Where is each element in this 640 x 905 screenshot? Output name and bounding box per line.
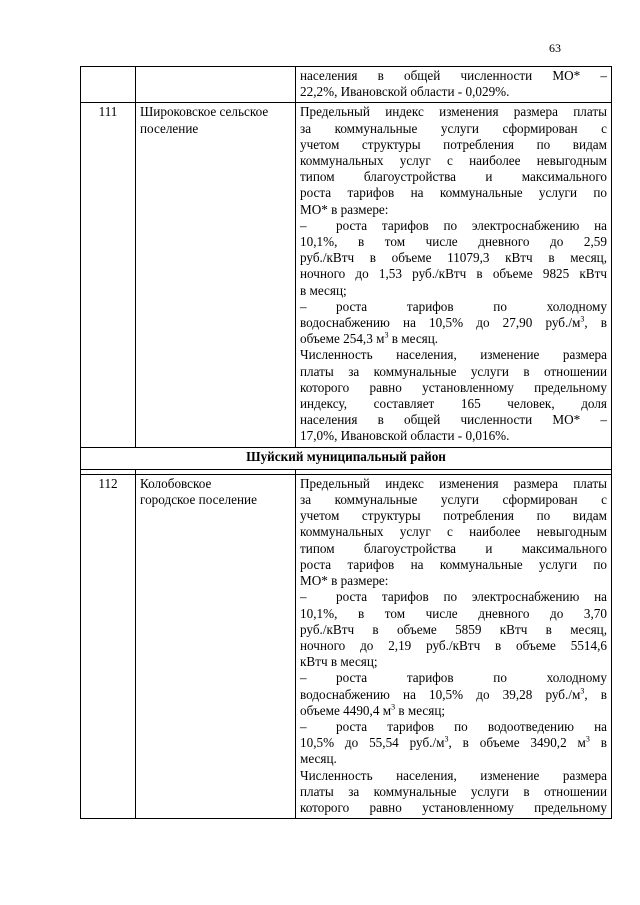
row-number: 111: [81, 103, 136, 447]
text-line: учетом структуры потребления по видам: [300, 136, 607, 152]
text-line: МО* в размере:: [300, 573, 389, 589]
text-line: руб./кВтч в объеме 5859 кВтч в месяц,: [300, 621, 607, 637]
text-line: населения в общей численности МО* –: [300, 68, 607, 83]
text-line: 10,5% до 55,54 $руб./м^3$, в объеме 3490,2 $м^3$ в: [300, 734, 607, 751]
text-line: Численность населения, изменение размера: [300, 767, 607, 783]
text-line: объеме 4490,4 $м^3$ в месяц;: [300, 702, 446, 718]
list-dash: –: [300, 670, 307, 686]
text-line: 17,0%, Ивановской области - 0,016%.: [300, 428, 510, 444]
text-line: Предельный индекс изменения размера платы: [300, 104, 607, 120]
text-line: Численность населения, изменение размера: [300, 347, 607, 363]
text-line: платы за коммунальные услуги в отношении: [300, 783, 607, 799]
list-dash: –: [300, 718, 307, 734]
description-cell: [296, 67, 612, 103]
text-line: Широковское сельское: [140, 104, 269, 120]
text-line: водоснабжению на 10,5% до 27,90 $руб./м^3$, в: [300, 314, 607, 331]
text-line: коммунальных услуг с наиболее невыгодным: [300, 524, 607, 540]
text-line: – роста тарифов по электроснабжению на: [300, 589, 607, 605]
text-line: 22,2%, Ивановской области - 0,029%.: [300, 84, 510, 100]
table-row-continuation: [81, 67, 612, 103]
text-line: ночного до 2,19 руб./кВтч в объеме 5514,6: [300, 637, 607, 653]
section-title: Шуйский муниципальный район: [81, 447, 612, 469]
text-line: платы за коммунальные услуги в отношении: [300, 363, 607, 379]
settlement-name: [136, 103, 296, 447]
settlement-name: [136, 474, 296, 818]
table-row-111: [81, 103, 612, 447]
list-dash: –: [300, 217, 307, 233]
text-line: 10,1%, в том числе дневного до 2,59: [300, 234, 607, 250]
text-line: роста тарифов на коммунальные услуги по: [300, 556, 607, 572]
text-line: объеме 254,3 $м^3$ в месяц.: [300, 330, 439, 347]
text-line: – роста тарифов по электроснабжению на: [300, 217, 607, 233]
text-line: – роста тарифов по холодному: [300, 670, 607, 686]
row-number: 112: [81, 474, 136, 818]
tariff-table: [80, 66, 612, 819]
section-header-row: [81, 447, 612, 469]
list-dash: –: [300, 589, 307, 605]
list-dash: –: [300, 298, 307, 314]
text-line: кВтч в месяц;: [300, 654, 378, 670]
text-line: за коммунальные услуги сформирован с: [300, 492, 607, 508]
name-cell: [136, 67, 296, 103]
text-line: роста тарифов на коммунальные услуги по: [300, 185, 607, 201]
description-cell: [296, 103, 612, 447]
text-line: типом благоустройства и максимального: [300, 540, 607, 556]
text-line: населения в общей численности МО* –: [300, 412, 607, 428]
text-line: поселение: [140, 120, 199, 136]
description-cell: [296, 474, 612, 818]
text-line: ночного до 1,53 руб./кВтч в объеме 9825 кВтч: [300, 266, 607, 282]
text-line: месяц.: [300, 751, 337, 767]
text-line: которого равно установленному предельному: [300, 379, 607, 395]
text-line: городское поселение: [140, 492, 257, 508]
text-line: в месяц;: [300, 282, 347, 298]
text-line: – роста тарифов по водоотведению на: [300, 718, 607, 734]
text-line: индексу, составляет 165 человек, доля: [300, 396, 607, 412]
text-line: 10,1%, в том числе дневного до 3,70: [300, 605, 607, 621]
text-line: МО* в размере:: [300, 201, 389, 217]
table-row-112: [81, 474, 612, 818]
text-line: – роста тарифов по холодному: [300, 298, 607, 314]
text-line: типом благоустройства и максимального: [300, 169, 607, 185]
page-number: 63: [549, 41, 561, 55]
text-line: учетом структуры потребления по видам: [300, 508, 607, 524]
text-line: Предельный индекс изменения размера платы: [300, 475, 607, 491]
text-line: водоснабжению на 10,5% до 39,28 $руб./м^3$, в: [300, 686, 607, 702]
text-line: коммунальных услуг с наиболее невыгодным: [300, 153, 607, 169]
text-line: Колобовское: [140, 475, 212, 491]
text-line: за коммунальные услуги сформирован с: [300, 120, 607, 136]
text-line: которого равно установленному предельному: [300, 799, 607, 815]
text-line: руб./кВтч в объеме 11079,3 кВтч в месяц,: [300, 250, 607, 266]
num-cell: [81, 67, 136, 103]
